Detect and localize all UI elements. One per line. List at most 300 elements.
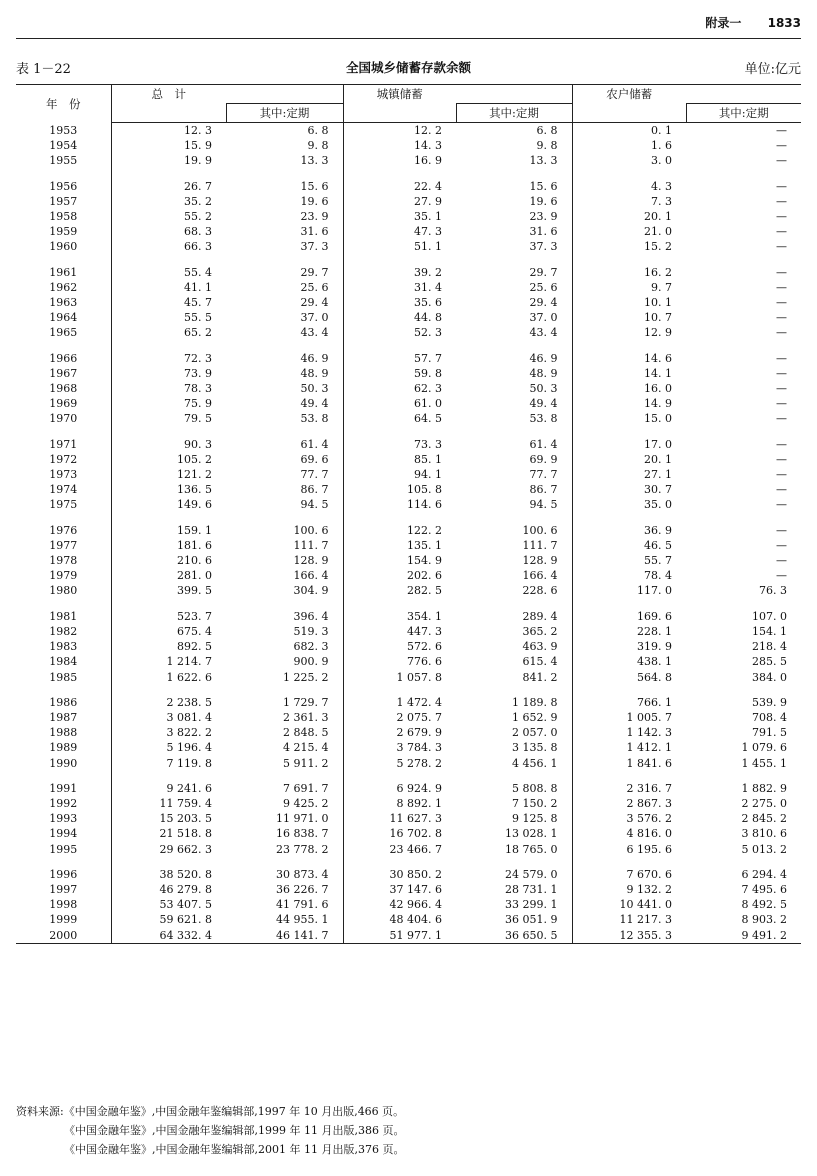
cell-year: 1958	[16, 209, 111, 224]
cell-rural: 78. 4	[644, 569, 672, 583]
cell-urban-fixed: 86. 7	[456, 482, 572, 497]
cell-total: 210. 6	[177, 554, 212, 568]
table-row	[16, 710, 801, 725]
cell-total: 75. 9	[184, 397, 212, 411]
table-row	[16, 366, 801, 381]
cell-year: 1976	[16, 523, 111, 538]
cell-rural-fixed: —	[776, 179, 787, 193]
cell-rural: 438. 1	[637, 655, 672, 669]
table-row	[16, 153, 801, 168]
table-unit: 单位:亿元	[744, 62, 801, 77]
cell-urban-fixed: 37. 0	[456, 310, 572, 325]
cell-urban: 48 404. 6	[389, 913, 442, 927]
cell-urban: 27. 9	[414, 194, 442, 208]
header-year: 年 份	[16, 85, 111, 123]
cell-total-fixed: 16 838. 7	[226, 826, 343, 841]
cell-year: 1955	[16, 153, 111, 168]
cell-urban-fixed: 15. 6	[456, 179, 572, 194]
cell-urban-fixed: 37. 3	[456, 239, 572, 254]
cell-urban: 572. 6	[407, 640, 442, 654]
cell-total: 1 214. 7	[166, 655, 212, 669]
cell-rural-fixed: 285. 5	[752, 655, 787, 669]
header-total-fixed: 其中:定期	[226, 104, 343, 123]
cell-total-fixed: 29. 4	[226, 295, 343, 310]
cell-urban: 23 466. 7	[389, 842, 442, 856]
cell-urban: 51 977. 1	[343, 928, 456, 944]
cell-rural-fixed: —	[776, 225, 787, 239]
cell-rural: 3. 0	[651, 154, 672, 168]
cell-urban: 44. 8	[414, 311, 442, 325]
cell-urban: 16. 9	[414, 154, 442, 168]
cell-total-fixed: 9 425. 2	[226, 796, 343, 811]
cell-rural: 4 816. 0	[626, 827, 672, 841]
cell-urban: 61. 0	[414, 397, 442, 411]
cell-year: 1999	[16, 912, 111, 927]
cell-urban: 202. 6	[407, 569, 442, 583]
cell-urban: 57. 7	[414, 351, 442, 365]
cell-year: 1961	[16, 265, 111, 280]
cell-rural: 16. 2	[644, 265, 672, 279]
cell-rural-fixed: 8 492. 5	[741, 898, 787, 912]
cell-total: 3 081. 4	[166, 710, 212, 724]
cell-rural: 20. 1	[644, 452, 672, 466]
cell-rural-fixed: —	[776, 554, 787, 568]
cell-total: 72. 3	[184, 351, 212, 365]
table-row	[16, 497, 801, 512]
cell-year: 1997	[16, 882, 111, 897]
table-row	[16, 467, 801, 482]
table-row	[16, 538, 801, 553]
cell-total-fixed: 900. 9	[226, 654, 343, 669]
cell-urban-fixed: 48. 9	[456, 366, 572, 381]
cell-rural-fixed: 2 845. 2	[741, 812, 787, 826]
cell-urban-fixed: 77. 7	[456, 467, 572, 482]
cell-year: 1987	[16, 710, 111, 725]
group-spacer	[16, 427, 801, 437]
cell-total-fixed: 36 226. 7	[226, 882, 343, 897]
cell-rural-fixed: —	[776, 326, 787, 340]
table-row	[16, 265, 801, 280]
cell-rural: 7 670. 6	[626, 867, 672, 881]
cell-year: 1981	[16, 609, 111, 624]
cell-rural-fixed: 1 079. 6	[741, 741, 787, 755]
cell-year: 1989	[16, 740, 111, 755]
cell-total-fixed: 37. 0	[226, 310, 343, 325]
group-spacer	[16, 599, 801, 609]
cell-urban-fixed: 19. 6	[456, 194, 572, 209]
cell-rural: 10. 7	[644, 311, 672, 325]
cell-rural-fixed: —	[776, 124, 787, 137]
cell-year: 1960	[16, 239, 111, 254]
table-row	[16, 194, 801, 209]
cell-rural-fixed: —	[776, 437, 787, 451]
cell-rural-fixed: —	[776, 210, 787, 224]
cell-urban: 114. 6	[407, 498, 442, 512]
cell-total-fixed: 1 729. 7	[226, 695, 343, 710]
cell-rural-fixed: —	[776, 538, 787, 552]
cell-total: 26. 7	[184, 179, 212, 193]
cell-urban: 447. 3	[407, 624, 442, 638]
cell-rural-fixed: —	[776, 296, 787, 310]
cell-rural-fixed: —	[776, 397, 787, 411]
table-row	[16, 310, 801, 325]
cell-total: 41. 1	[184, 280, 212, 294]
cell-rural: 169. 6	[637, 609, 672, 623]
cell-rural-fixed: 3 810. 6	[741, 827, 787, 841]
cell-total-fixed: 304. 9	[226, 583, 343, 598]
cell-urban-fixed: 43. 4	[456, 325, 572, 340]
cell-rural: 9 132. 2	[626, 882, 672, 896]
table-row	[16, 882, 801, 897]
cell-year: 2000	[16, 928, 111, 944]
cell-rural-fixed: —	[776, 139, 787, 153]
table-row	[16, 239, 801, 254]
cell-rural-fixed: 708. 4	[752, 710, 787, 724]
cell-urban: 30 850. 2	[389, 867, 442, 881]
cell-rural-fixed: 7 495. 6	[741, 882, 787, 896]
cell-total: 68. 3	[184, 225, 212, 239]
cell-year: 1995	[16, 842, 111, 857]
cell-urban-fixed: 289. 4	[456, 609, 572, 624]
cell-rural-fixed: —	[776, 351, 787, 365]
cell-rural: 55. 7	[644, 554, 672, 568]
cell-urban-fixed: 3 135. 8	[456, 740, 572, 755]
cell-rural: 766. 1	[637, 695, 672, 709]
cell-total: 35. 2	[184, 194, 212, 208]
cell-total: 19. 9	[184, 154, 212, 168]
table-row	[16, 781, 801, 796]
cell-urban: 52. 3	[414, 326, 442, 340]
cell-urban-fixed: 9 125. 8	[456, 811, 572, 826]
table-row	[16, 351, 801, 366]
cell-urban: 2 075. 7	[396, 710, 442, 724]
cell-urban-fixed: 6. 8	[456, 123, 572, 139]
cell-total: 15. 9	[184, 139, 212, 153]
cell-urban-fixed: 228. 6	[456, 583, 572, 598]
cell-total-fixed: 25. 6	[226, 280, 343, 295]
cell-urban-fixed: 9. 8	[456, 138, 572, 153]
cell-rural-fixed: —	[776, 366, 787, 380]
cell-year: 1953	[16, 123, 111, 139]
cell-total: 523. 7	[177, 609, 212, 623]
cell-rural: 1 412. 1	[626, 741, 672, 755]
cell-year: 1979	[16, 568, 111, 583]
page-number: 1833	[767, 16, 801, 30]
cell-urban: 5 278. 2	[396, 756, 442, 770]
cell-urban: 14. 3	[414, 139, 442, 153]
cell-total-fixed: 11 971. 0	[226, 811, 343, 826]
cell-year: 1957	[16, 194, 111, 209]
table-row	[16, 452, 801, 467]
cell-total: 15 203. 5	[159, 812, 212, 826]
cell-rural: 6 195. 6	[626, 842, 672, 856]
cell-total: 136. 5	[177, 483, 212, 497]
cell-urban-fixed: 111. 7	[456, 538, 572, 553]
table-row	[16, 842, 801, 857]
table-number: 表 1－22	[16, 62, 71, 77]
cell-total-fixed: 13. 3	[226, 153, 343, 168]
cell-rural: 15. 0	[644, 412, 672, 426]
cell-total: 21 518. 8	[159, 827, 212, 841]
cell-total: 1 622. 6	[166, 670, 212, 684]
cell-urban: 1 057. 8	[396, 670, 442, 684]
cell-rural-fixed: 2 275. 0	[741, 796, 787, 810]
cell-total: 149. 6	[177, 498, 212, 512]
cell-year: 1982	[16, 624, 111, 639]
cell-rural-fixed: 539. 9	[752, 695, 787, 709]
cell-total-fixed: 396. 4	[226, 609, 343, 624]
table-row	[16, 179, 801, 194]
cell-rural-fixed: 1 882. 9	[741, 781, 787, 795]
cell-urban: 282. 5	[407, 584, 442, 598]
cell-urban-fixed: 166. 4	[456, 568, 572, 583]
cell-total: 78. 3	[184, 382, 212, 396]
cell-total: 79. 5	[184, 412, 212, 426]
cell-rural-fixed: 76. 3	[759, 584, 787, 598]
table-row	[16, 381, 801, 396]
cell-urban: 31. 4	[414, 280, 442, 294]
cell-rural-fixed: 791. 5	[752, 726, 787, 740]
header-rural: 农户储蓄	[572, 85, 686, 104]
cell-total-fixed: 43. 4	[226, 325, 343, 340]
cell-total: 399. 5	[177, 584, 212, 598]
cell-urban-fixed: 1 189. 8	[456, 695, 572, 710]
cell-urban-fixed: 463. 9	[456, 639, 572, 654]
table-row	[16, 654, 801, 669]
cell-total: 105. 2	[177, 452, 212, 466]
table-row	[16, 209, 801, 224]
cell-urban-fixed: 1 652. 9	[456, 710, 572, 725]
table-row	[16, 796, 801, 811]
cell-rural: 21. 0	[644, 225, 672, 239]
cell-urban: 8 892. 1	[396, 796, 442, 810]
running-head-section: 附录一	[705, 16, 742, 30]
cell-year: 1998	[16, 897, 111, 912]
cell-rural: 12. 9	[644, 326, 672, 340]
cell-total: 59 621. 8	[159, 913, 212, 927]
cell-rural-fixed: —	[776, 265, 787, 279]
cell-total: 181. 6	[177, 538, 212, 552]
cell-urban-fixed: 36 650. 5	[456, 928, 572, 944]
table-row	[16, 725, 801, 740]
cell-year: 1963	[16, 295, 111, 310]
cell-total-fixed: 15. 6	[226, 179, 343, 194]
cell-total-fixed: 23 778. 2	[226, 842, 343, 857]
table-row	[16, 437, 801, 452]
cell-urban: 3 784. 3	[396, 741, 442, 755]
cell-total: 38 520. 8	[159, 867, 212, 881]
table-row	[16, 867, 801, 882]
header-total: 总 计	[111, 85, 226, 104]
cell-urban: 776. 6	[407, 655, 442, 669]
cell-urban-fixed: 615. 4	[456, 654, 572, 669]
cell-year: 1994	[16, 826, 111, 841]
cell-total-fixed: 166. 4	[226, 568, 343, 583]
cell-year: 1956	[16, 179, 111, 194]
cell-rural: 30. 7	[644, 483, 672, 497]
cell-total-fixed: 77. 7	[226, 467, 343, 482]
cell-urban-fixed: 29. 4	[456, 295, 572, 310]
cell-total-fixed: 519. 3	[226, 624, 343, 639]
cell-total-fixed: 4 215. 4	[226, 740, 343, 755]
table-row	[16, 411, 801, 426]
cell-total-fixed: 86. 7	[226, 482, 343, 497]
cell-year: 1983	[16, 639, 111, 654]
cell-urban-fixed: 128. 9	[456, 553, 572, 568]
cell-total: 66. 3	[184, 240, 212, 254]
cell-rural: 1 005. 7	[626, 710, 672, 724]
cell-urban-fixed: 94. 5	[456, 497, 572, 512]
cell-rural-fixed: —	[776, 194, 787, 208]
cell-urban-fixed: 53. 8	[456, 411, 572, 426]
cell-year: 1996	[16, 867, 111, 882]
cell-urban: 39. 2	[414, 265, 442, 279]
cell-total: 9 241. 6	[166, 781, 212, 795]
cell-urban: 37 147. 6	[389, 882, 442, 896]
table-row	[16, 280, 801, 295]
group-spacer	[16, 771, 801, 781]
cell-total-fixed: 19. 6	[226, 194, 343, 209]
cell-year: 1962	[16, 280, 111, 295]
cell-urban-fixed: 5 808. 8	[456, 781, 572, 796]
cell-rural-fixed: —	[776, 483, 787, 497]
cell-urban-fixed: 13 028. 1	[456, 826, 572, 841]
table-row	[16, 583, 801, 598]
cell-total: 55. 2	[184, 210, 212, 224]
cell-urban-fixed: 61. 4	[456, 437, 572, 452]
cell-total: 2 238. 5	[166, 695, 212, 709]
cell-urban: 47. 3	[414, 225, 442, 239]
cell-total-fixed: 29. 7	[226, 265, 343, 280]
group-spacer	[16, 857, 801, 867]
cell-total: 12. 3	[184, 124, 212, 137]
header-urban: 城镇储蓄	[343, 85, 456, 104]
cell-urban: 51. 1	[414, 240, 442, 254]
cell-urban: 135. 1	[407, 538, 442, 552]
table-row	[16, 609, 801, 624]
cell-total-fixed: 5 911. 2	[226, 756, 343, 771]
cell-rural: 14. 6	[644, 351, 672, 365]
header-rural-fixed: 其中:定期	[686, 104, 801, 123]
cell-total-fixed: 111. 7	[226, 538, 343, 553]
cell-total-fixed: 44 955. 1	[226, 912, 343, 927]
cell-urban-fixed: 365. 2	[456, 624, 572, 639]
table-row	[16, 396, 801, 411]
cell-rural-fixed: 154. 1	[752, 624, 787, 638]
cell-year: 1988	[16, 725, 111, 740]
cell-rural-fixed: 384. 0	[752, 670, 787, 684]
cell-total-fixed: 49. 4	[226, 396, 343, 411]
cell-total: 46 279. 8	[159, 882, 212, 896]
table-row	[16, 624, 801, 639]
cell-total-fixed: 46 141. 7	[226, 928, 343, 944]
table-row	[16, 639, 801, 654]
table-row	[16, 123, 801, 139]
cell-rural: 3 576. 2	[626, 812, 672, 826]
cell-total-fixed: 94. 5	[226, 497, 343, 512]
cell-year: 1984	[16, 654, 111, 669]
group-spacer	[16, 341, 801, 351]
cell-urban-fixed: 100. 6	[456, 523, 572, 538]
table-row	[16, 295, 801, 310]
header-urban-fixed: 其中:定期	[456, 104, 572, 123]
cell-rural: 46. 5	[644, 538, 672, 552]
cell-rural: 1. 6	[651, 139, 672, 153]
cell-rural: 36. 9	[644, 523, 672, 537]
cell-year: 1965	[16, 325, 111, 340]
table-row	[16, 826, 801, 841]
table-row	[16, 138, 801, 153]
table-row	[16, 695, 801, 710]
cell-total: 892. 5	[177, 640, 212, 654]
cell-rural-fixed: 218. 4	[752, 640, 787, 654]
cell-urban-fixed: 28 731. 1	[456, 882, 572, 897]
cell-urban: 62. 3	[414, 382, 442, 396]
table-row	[16, 912, 801, 927]
cell-year: 1990	[16, 756, 111, 771]
cell-rural-fixed: 1 455. 1	[741, 756, 787, 770]
cell-year: 1969	[16, 396, 111, 411]
cell-rural: 228. 1	[637, 624, 672, 638]
source-label: 资料来源:	[16, 1105, 64, 1118]
cell-total-fixed: 100. 6	[226, 523, 343, 538]
cell-rural: 7. 3	[651, 194, 672, 208]
cell-year: 1972	[16, 452, 111, 467]
cell-rural-fixed: 6 294. 4	[741, 867, 787, 881]
cell-total: 675. 4	[177, 624, 212, 638]
cell-urban: 354. 1	[407, 609, 442, 623]
cell-total-fixed: 9. 8	[226, 138, 343, 153]
cell-total: 11 759. 4	[159, 796, 212, 810]
cell-year: 1968	[16, 381, 111, 396]
table-row	[16, 928, 801, 944]
cell-total-fixed: 69. 6	[226, 452, 343, 467]
cell-rural-fixed: 8 903. 2	[741, 913, 787, 927]
cell-rural: 9. 7	[651, 280, 672, 294]
cell-rural: 319. 9	[637, 640, 672, 654]
cell-total-fixed: 30 873. 4	[226, 867, 343, 882]
cell-urban: 105. 8	[407, 483, 442, 497]
cell-total: 64 332. 4	[111, 928, 226, 944]
cell-rural: 14. 9	[644, 397, 672, 411]
cell-year: 1967	[16, 366, 111, 381]
cell-urban-fixed: 23. 9	[456, 209, 572, 224]
cell-rural: 2 316. 7	[626, 781, 672, 795]
table-row	[16, 523, 801, 538]
cell-rural: 35. 0	[644, 498, 672, 512]
table-body	[16, 123, 801, 944]
table-title: 全国城乡储蓄存款余额	[345, 60, 471, 75]
cell-year: 1959	[16, 224, 111, 239]
cell-rural: 0. 1	[651, 124, 672, 137]
cell-rural: 2 867. 3	[626, 796, 672, 810]
cell-year: 1954	[16, 138, 111, 153]
cell-urban: 64. 5	[414, 412, 442, 426]
cell-year: 1977	[16, 538, 111, 553]
cell-total-fixed: 6. 8	[226, 123, 343, 139]
cell-total: 5 196. 4	[166, 741, 212, 755]
group-spacer	[16, 513, 801, 523]
cell-total: 55. 5	[184, 311, 212, 325]
cell-year: 1993	[16, 811, 111, 826]
cell-urban: 85. 1	[414, 452, 442, 466]
cell-year: 1991	[16, 781, 111, 796]
cell-urban: 94. 1	[414, 468, 442, 482]
cell-total: 73. 9	[184, 366, 212, 380]
cell-rural: 1 142. 3	[626, 726, 672, 740]
group-spacer	[16, 169, 801, 179]
cell-rural: 11 217. 3	[619, 913, 672, 927]
